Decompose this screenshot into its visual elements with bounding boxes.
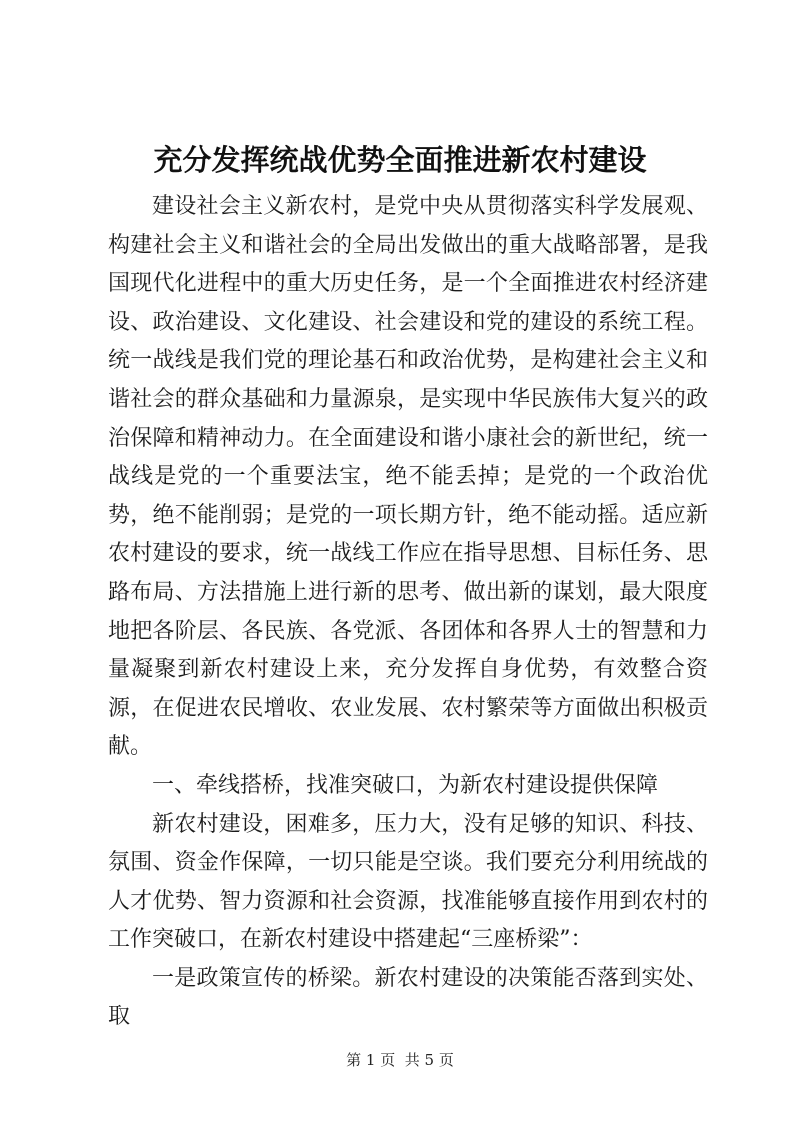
paragraph-point-1: 一是政策宣传的桥梁。新农村建设的决策能否落到实处、取 bbox=[108, 965, 708, 1030]
document-title: 充分发挥统战优势全面推进新农村建设 bbox=[153, 143, 647, 177]
page-footer bbox=[0, 1050, 800, 1070]
paragraph-section-1: 新农村建设，困难多，压力大，没有足够的知识、科技、氛围、资金作保障，一切只能是空谈。我们要充分利用统战的人才优势、智力资源和社会资源，找准能够直接作用到农村的工作突破口，在新农村建设中搭建起“三座桥梁”： bbox=[108, 811, 708, 953]
document-body bbox=[108, 188, 708, 1037]
paragraph-intro: 建设社会主义新农村，是党中央从贯彻落实科学发展观、构建社会主义和谐社会的全局出发做出的重大战略部署，是我国现代化进程中的重大历史任务，是一个全面推进农村经济建设、政治建设、文化建设、社会建设和党的建设的系统工程。统一战线是我们党的理论基石和政治优势，是构建社会主义和谐社会的群众基础和力量源泉，是实现中华民族伟大复兴的政治保障和精神动力。在全面建设和谐小康社会的新世纪，统一战线是党的一个重要法宝，绝不能丢掉；是党的一个政治优势，绝不能削弱；是党的一项长期方针，绝不能动摇。适应新农村建设的要求，统一战线工作应在指导思想、目标任务、思路布局、方法措施上进行新的思考、做出新的谋划，最大限度地把各阶层、各民族、各党派、各团体和各界人士的智慧和力量凝聚到新农村建设上来，充分发挥自身优势，有效整合资源，在促进农民增收、农业发展、农村繁荣等方面做出积极贡献。 bbox=[108, 194, 708, 760]
section-heading-1: 一、牵线搭桥，找准突破口，为新农村建设提供保障 bbox=[152, 772, 659, 798]
page-number-label: 第 1 页 共 5 页 bbox=[346, 1051, 454, 1069]
